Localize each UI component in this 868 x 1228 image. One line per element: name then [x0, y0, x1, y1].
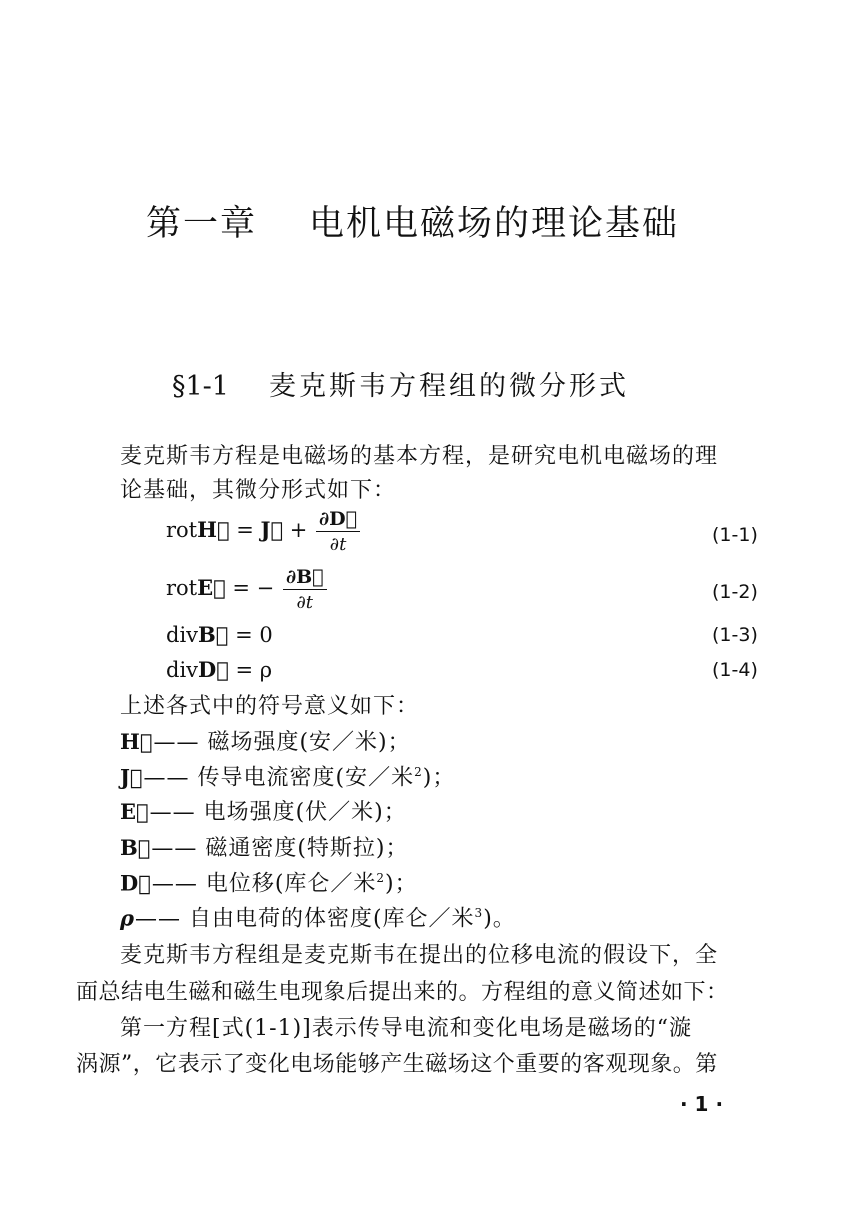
symbol-item: J⃗—— 传导电流密度(安／米$^2$)；	[120, 764, 456, 791]
equation-number-1-2: (1-2)	[712, 581, 758, 603]
section-number: §1-1	[172, 371, 229, 402]
symbols-intro: 上述各式中的符号意义如下：	[120, 694, 420, 719]
paragraph-line: 面总结电生磁和磁生电现象后提出来的。方程组的意义简述如下：	[76, 980, 729, 1005]
fraction: $\frac{\partial B⃗}{\partial t}$	[283, 566, 327, 613]
page-number: · 1 ·	[680, 1092, 724, 1116]
equation-number-1-1: (1-1)	[712, 524, 758, 546]
chapter-number: 第一章	[146, 204, 258, 244]
fraction: $\frac{\partial D⃗}{\partial t}$	[316, 508, 360, 555]
symbol-item: D⃗—— 电位移(库仑／米$^2$)；	[120, 870, 418, 897]
section-title: 麦克斯韦方程组的微分形式	[268, 371, 629, 402]
equation-number-1-3: (1-3)	[712, 624, 758, 646]
equation-number-1-4: (1-4)	[712, 659, 758, 681]
equation-1-2: rotE⃗ = − $\frac{\partial B⃗}{\partial t}$	[166, 566, 327, 613]
symbol-item: ρ—— 自由电荷的体密度(库仑／米$^3$)。	[120, 905, 516, 932]
symbol-item: B⃗—— 磁通密度(特斯拉)；	[120, 835, 409, 861]
chapter-heading	[146, 196, 679, 246]
symbol-item: H⃗—— 磁场强度(安／米)；	[120, 729, 411, 755]
symbol-item: E⃗—— 电场强度(伏／米)；	[120, 799, 407, 825]
paragraph-line: 涡源”，它表示了变化电场能够产生磁场这个重要的客观现象。第	[76, 1052, 718, 1077]
equation-1-1: rotH⃗ = J⃗ + $\frac{\partial D⃗}{\partial t}$	[166, 508, 360, 555]
paragraph-line: 麦克斯韦方程组是麦克斯韦在提出的位移电流的假设下，全	[120, 943, 719, 968]
equation-1-4: divD⃗ = ρ	[166, 657, 273, 682]
chapter-title: 电机电磁场的理论基础	[309, 204, 680, 244]
equation-1-3: divB⃗ = 0	[166, 622, 273, 647]
intro-line-2: 论基础，其微分形式如下：	[120, 478, 397, 503]
intro-line-1: 麦克斯韦方程是电磁场的基本方程，是研究电机电磁场的理	[120, 444, 719, 469]
section-heading	[172, 364, 629, 403]
paragraph-line: 第一方程[式(1-1)]表示传导电流和变化电场是磁场的“漩	[120, 1016, 693, 1041]
